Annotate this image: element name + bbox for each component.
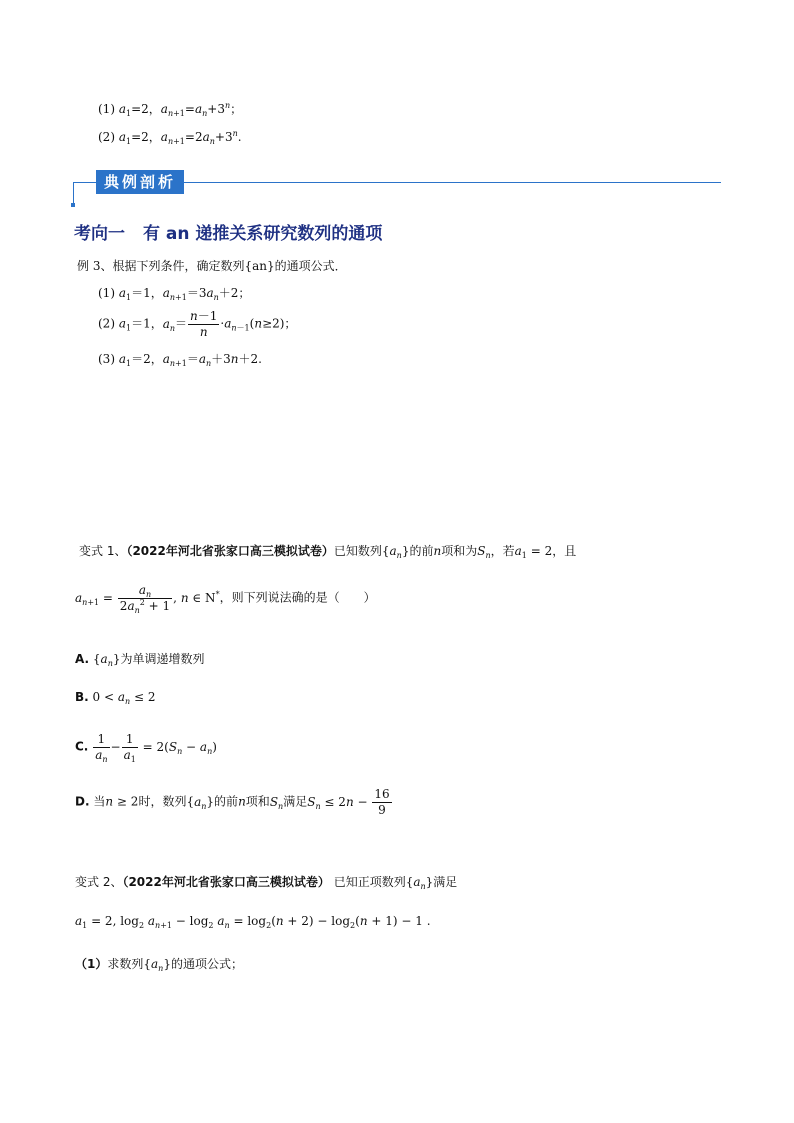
intro-item-2: (2) $a_1=2$，$a_{n+1}=2a_n+3^n$. <box>98 129 242 146</box>
section-title: 考向一 有 an 递推关系研究数列的通项 <box>74 224 383 244</box>
variant-1-option-b: B. $0 < a_n \le 2$ <box>75 690 156 706</box>
variant-2-stem: 变式 2、（2022年河北省张家口高三模拟试卷） 已知正项数列$\{a_n\}$满足 <box>75 875 458 891</box>
example-3-stem: 例 3、根据下列条件，确定数列{an}的通项公式． <box>77 259 347 273</box>
variant-1-option-c: C. $\frac{1}{a_n}$ − $\frac{1}{a_1}$ = $2(S_n - a_n)$ <box>75 732 217 764</box>
variant-1-option-a: A. $\{a_n\}$为单调递增数列 <box>75 652 205 668</box>
banner-rule-vertical <box>73 183 74 205</box>
variant-1-option-d: D. 当n ≥ 2时，数列$\{a_n\}$的前n项和$S_n$满足$S_n \le 2n$ − $\frac{16}{9}$ <box>75 787 390 817</box>
section-banner: 典例剖析 <box>96 170 184 194</box>
variant-1-line-2: $a_{n+1}$ = $\frac{a_n}{2a_n^2 + 1}$ , n ∈ N*，则下列说法确的是（ ） <box>75 583 376 615</box>
banner-dot <box>71 203 75 207</box>
example-3-item-2: (2) $a_1=1$，$a_n=$ $\frac{n-1}{n}$ $\cdot a_{n-1}(n\ge 2)$； <box>98 309 297 339</box>
example-3-item-1: (1) $a_1=1$，$a_{n+1}=3a_n+2$； <box>98 286 251 302</box>
variant-2-condition: $a_1 = 2$, $\log_2 a_{n+1} - \log_2 a_n = \log_2(n + 2) - \log_2(n + 1) - 1$ . <box>75 914 431 930</box>
intro-item-1: (1) $a_1=2$，$a_{n+1}=a_n+3^n$； <box>98 101 243 118</box>
variant-1-stem: 变式 1、（2022年河北省张家口高三模拟试卷）已知数列$\{a_n\}$的前n项和为$S_n$，若$a_1 = 2$，且 <box>79 544 577 560</box>
example-3-item-3: (3) $a_1=2$，$a_{n+1}=a_n+3n+2$. <box>98 352 262 368</box>
variant-2-part-1: （1）求数列$\{a_n\}$的通项公式； <box>75 957 243 973</box>
